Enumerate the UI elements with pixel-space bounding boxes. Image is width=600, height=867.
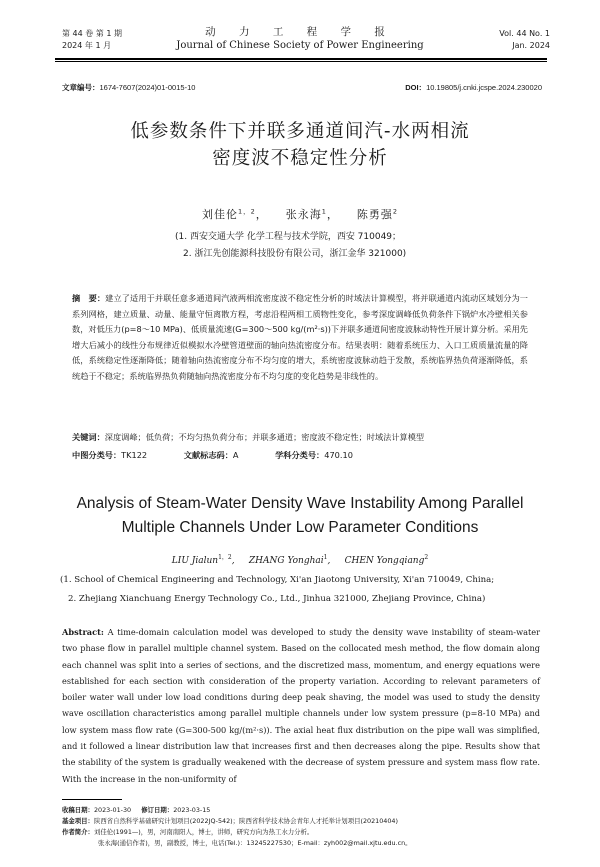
keywords-cn	[72, 432, 542, 443]
author-cn-sup: 1	[321, 207, 327, 216]
affiliation-cn-1: (1. 西安交通大学 化学工程与技术学院，西安 710049；	[175, 232, 402, 242]
doi-label: DOI：	[405, 83, 427, 92]
date-cn: 2024 年 1 月	[62, 41, 112, 50]
abstract-en	[62, 624, 540, 787]
authors-cn: 刘佳伦$^{1,2}$， 张永海$^1$， 陈勇强$^2$	[201, 207, 399, 221]
author-en-sup: 1，2	[218, 554, 232, 561]
title-cn-line2: 密度波不稳定性分析	[212, 148, 388, 169]
running-header-right	[499, 28, 550, 52]
author-en-name: CHEN Yongqiang	[344, 556, 425, 566]
doi-link[interactable]: 10.19805/j.cnki.jcspe.2024.230020	[426, 83, 542, 92]
title-en-line1: Analysis of Steam-Water Density Wave Instability Among Parallel	[76, 495, 524, 512]
received-date: 2023-01-30	[93, 806, 132, 814]
authors-en: LIU Jialun$^{1,2}$, ZHANG Yonghai$^1$, CHEN Yongqiang$^2$	[171, 554, 429, 566]
revised-label: 修订日期：	[141, 806, 174, 814]
journal-name-cn: 动 力 工 程 学 报	[205, 26, 395, 38]
title-en	[40, 492, 560, 540]
footnote-fund	[62, 816, 552, 827]
title-cn-line1: 低参数条件下并联多通道间汽-水两相流	[130, 121, 470, 142]
doi-block	[405, 82, 542, 93]
header-rule-thick	[55, 58, 547, 60]
footnote-rule	[62, 799, 122, 800]
keywords-cn-text: 深度调峰；低负荷；不均匀热负荷分布；并联多通道；密度波不稳定性；时域法计算模型	[104, 432, 425, 442]
abstract-cn-label: 摘 要：	[72, 293, 106, 303]
received-label: 收稿日期：	[62, 806, 94, 814]
abstract-en-label: Abstract:	[62, 627, 104, 637]
journal-name-en: Journal of Chinese Society of Power Engineering	[176, 40, 424, 51]
clc-label: 中图分类号：	[72, 450, 122, 460]
title-cn	[60, 118, 540, 172]
author-intro-label: 作者简介：	[62, 828, 94, 836]
revised-date: 2023-03-15	[173, 806, 211, 814]
doc-code-value: A	[232, 450, 239, 460]
fund-label: 基金项目：	[62, 817, 94, 825]
author-en-sup: 2	[424, 554, 429, 561]
author-cn-sup: 2	[392, 207, 399, 216]
fund-text: 陕西省自然科学基础研究计划项目(2022JQ-542)；陕西省科学技术协会青年人才托举计划项目(20210404)	[93, 817, 398, 825]
affiliations-en	[60, 571, 560, 609]
author-en-sup: 1	[323, 554, 328, 561]
affiliations-cn	[175, 229, 406, 263]
date-en: Jan. 2024	[512, 41, 550, 50]
author-en-name: ZHANG Yonghai	[248, 556, 324, 566]
corresponding-author-text: 张永海(通信作者)，男，副教授，博士，电话(Tel.)：13245227530；E-mail：zyh002@mail.xjtu.edu.cn。	[98, 839, 412, 847]
footnote-author	[62, 827, 552, 838]
subject-code-value: 470.10	[324, 450, 353, 460]
doc-code-label: 文献标志码：	[183, 450, 233, 460]
subject-code-label: 学科分类号：	[275, 450, 325, 460]
abstract-cn-text: 建立了适用于并联任意多通道间汽液两相流密度波不稳定性分析的时域法计算模型，将并联通道内流动区域划分为一系列网格，建立质量、动量、能量守恒离散方程，考虑沿程两相工质物性变化，参考深度调峰低负荷条件下锅炉水冷壁相关参数，对低压力(p=8～10 MPa)、低质量流速(G=300～500 kg/(m²·s))下并联多通道间密度波脉动特性开展计算分析。采用先增大后减小的线性分布规律近似模拟水冷壁管道壁面的轴向热流密度分布。结果表明：随着系统压力、入口工质质量流量的降低，系统稳定性逐渐降低；随着轴向热流密度分布不均匀度的增大，系统密度波脉动趋于发散，系统临界热负荷逐渐降低，系统趋于不稳定；系统临界热负荷随轴向热流密度分布不均匀度的变化趋势是非线性的。	[72, 293, 528, 381]
header-rule-thin	[55, 61, 547, 62]
article-meta-line	[62, 82, 542, 93]
author-cn-name: 刘佳伦	[201, 208, 238, 221]
author-cn-sup: 1，2	[237, 207, 256, 216]
keywords-cn-label: 关键词：	[72, 432, 105, 442]
author-cn-name: 张永海	[285, 208, 322, 221]
author-cn-name: 陈勇强	[356, 208, 393, 221]
clc-value: TK122	[121, 450, 148, 460]
volume-issue-en: Vol. 44 No. 1	[499, 29, 550, 38]
affiliation-cn-2: 2. 浙江先创能源科技股份有限公司，浙江金华 321000)	[183, 249, 407, 259]
classification-cn	[72, 450, 542, 461]
running-header-left	[62, 28, 122, 52]
article-number: 1674-7607(2024)01-0015-10	[99, 83, 196, 92]
affiliation-en-2: 2. Zhejiang Xianchuang Energy Technology Co., Ltd., Jinhua 321000, Zhejiang Province, China)	[68, 594, 486, 604]
article-number-label: 文章编号：	[62, 83, 100, 92]
author-en-name: LIU Jialun	[171, 556, 219, 566]
abstract-en-text: A time-domain calculation model was developed to study the density wave instability of steam-water two phase flow in parallel multiple channel system. Based on the collocated mesh method, the flow domain along each channel was split into a series of sections, and the discretized mass, momentum, and energy equations were established for each section with consideration of the property variation. According to relevant parameters of boiler water wall under low load conditions during deep peak shaving, the model was used to study the density wave oscillation characteristics among parallel multiple channels under low system pressure (p=8-10 MPa) and low system mass flow rate (G=300-500 kg/(m²·s)). The axial heat flux distribution on the pipe wall was simplified, and it followed a linear distribution law that increases first and then decreases along the pipe. Results show that the stability of the system is gradually weakened with the decrease of system pressure and system mass flow rate. With the increase in the non-uniformity of	[62, 627, 541, 784]
affiliation-en-1: (1. School of Chemical Engineering and Technology, Xi'an Jiaotong University, Xi'an 710049, China;	[60, 575, 495, 585]
footnote-dates	[62, 805, 552, 816]
author-intro-text: 刘佳伦(1991—)，男，河南南阳人，博士，讲师，研究方向为热工水力分析。	[93, 828, 314, 836]
volume-issue-cn: 第 44 卷 第 1 期	[62, 29, 122, 38]
title-en-line2: Multiple Channels Under Low Parameter Conditions	[121, 519, 479, 536]
abstract-cn	[72, 291, 528, 385]
footnote-corresponding	[62, 838, 588, 849]
running-header-center	[150, 26, 450, 52]
